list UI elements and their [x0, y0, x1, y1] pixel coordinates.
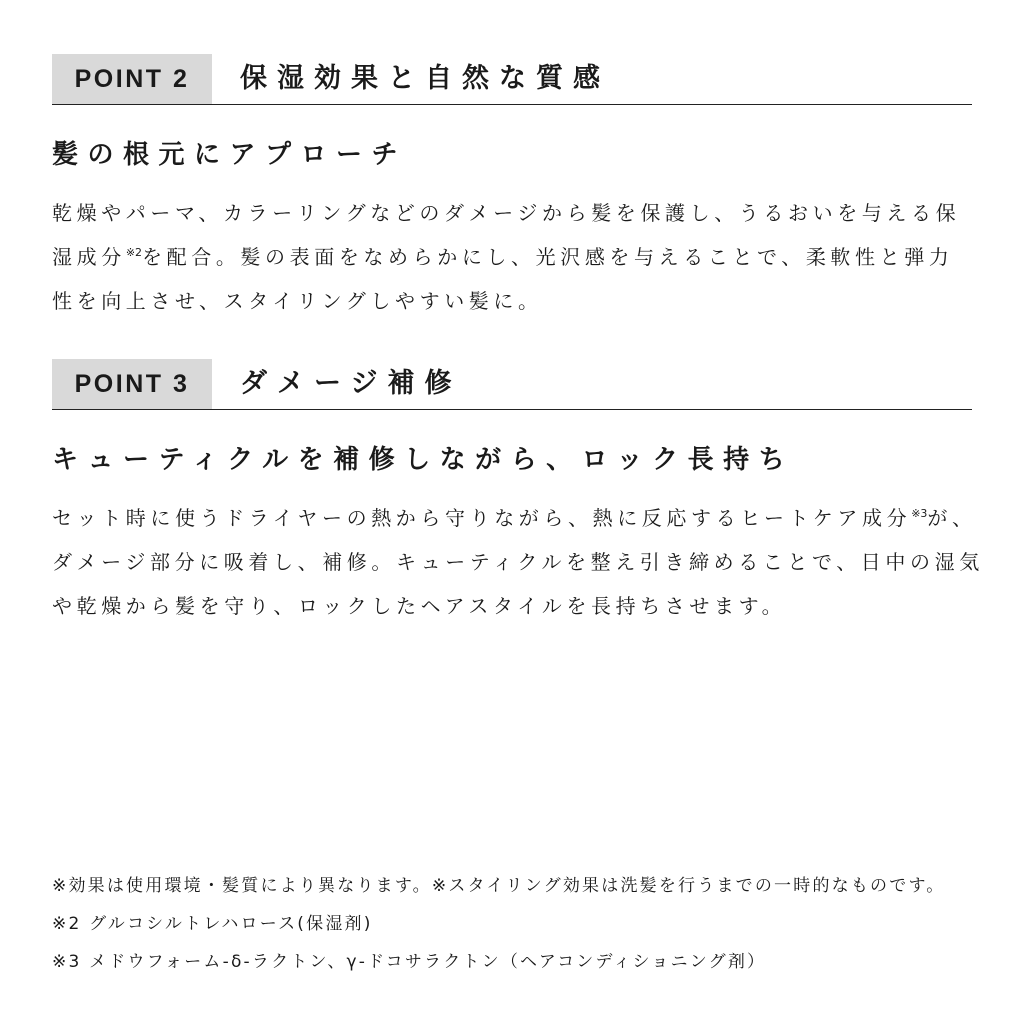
footnote: ※効果は使用環境・髪質により異なります。※スタイリング効果は洗髪を行うまでの一時的なものです。: [52, 876, 946, 896]
point-label: POINT 3: [52, 359, 212, 409]
footnote-ref: ※2: [125, 246, 143, 259]
body-line: [52, 191, 982, 235]
section-title: ダメージ補修: [240, 368, 462, 399]
text: 性を向上させ、スタイリングしやすい髪に。: [52, 289, 543, 313]
body-line: [52, 235, 982, 279]
section-subheading: 髪の根元にアプローチ: [52, 140, 408, 170]
footnote: ※2 グルコシルトレハロース(保湿剤): [52, 914, 373, 934]
text: ダメージ部分に吸着し、補修。キューティクルを整え引き締めることで、日中の湿気: [52, 550, 984, 574]
section-subheading: キューティクルを補修しながら、ロック長持ち: [52, 445, 795, 475]
text: を配合。髪の表面をなめらかにし、光沢感を与えることで、柔軟性と弾力: [142, 245, 954, 269]
point2-body: [52, 191, 982, 323]
text: や乾燥から髪を守り、ロックしたヘアスタイルを長持ちさせます。: [52, 594, 787, 618]
body-line: [52, 496, 982, 540]
text: が、: [927, 506, 977, 530]
body-line: [52, 584, 982, 628]
footnote-ref: ※3: [911, 507, 928, 520]
text: 湿成分: [52, 245, 126, 269]
point2-header: [52, 54, 972, 105]
footnote: ※3 メドウフォーム-δ-ラクトン、γ-ドコサラクトン（ヘアコンディショニング剤）: [52, 952, 767, 972]
body-line: [52, 540, 982, 584]
body-line: [52, 279, 982, 323]
point-label: POINT 2: [52, 54, 212, 104]
text: セット時に使うドライヤーの熱から守りながら、熱に反応するヒートケア成分: [52, 506, 912, 530]
point3-header: [52, 359, 972, 410]
text: 乾燥やパーマ、カラーリングなどのダメージから髪を保護し、うるおいを与える保: [52, 201, 961, 225]
point3-body: [52, 496, 982, 628]
section-title: 保湿効果と自然な質感: [240, 63, 610, 94]
footnotes: [52, 870, 946, 984]
